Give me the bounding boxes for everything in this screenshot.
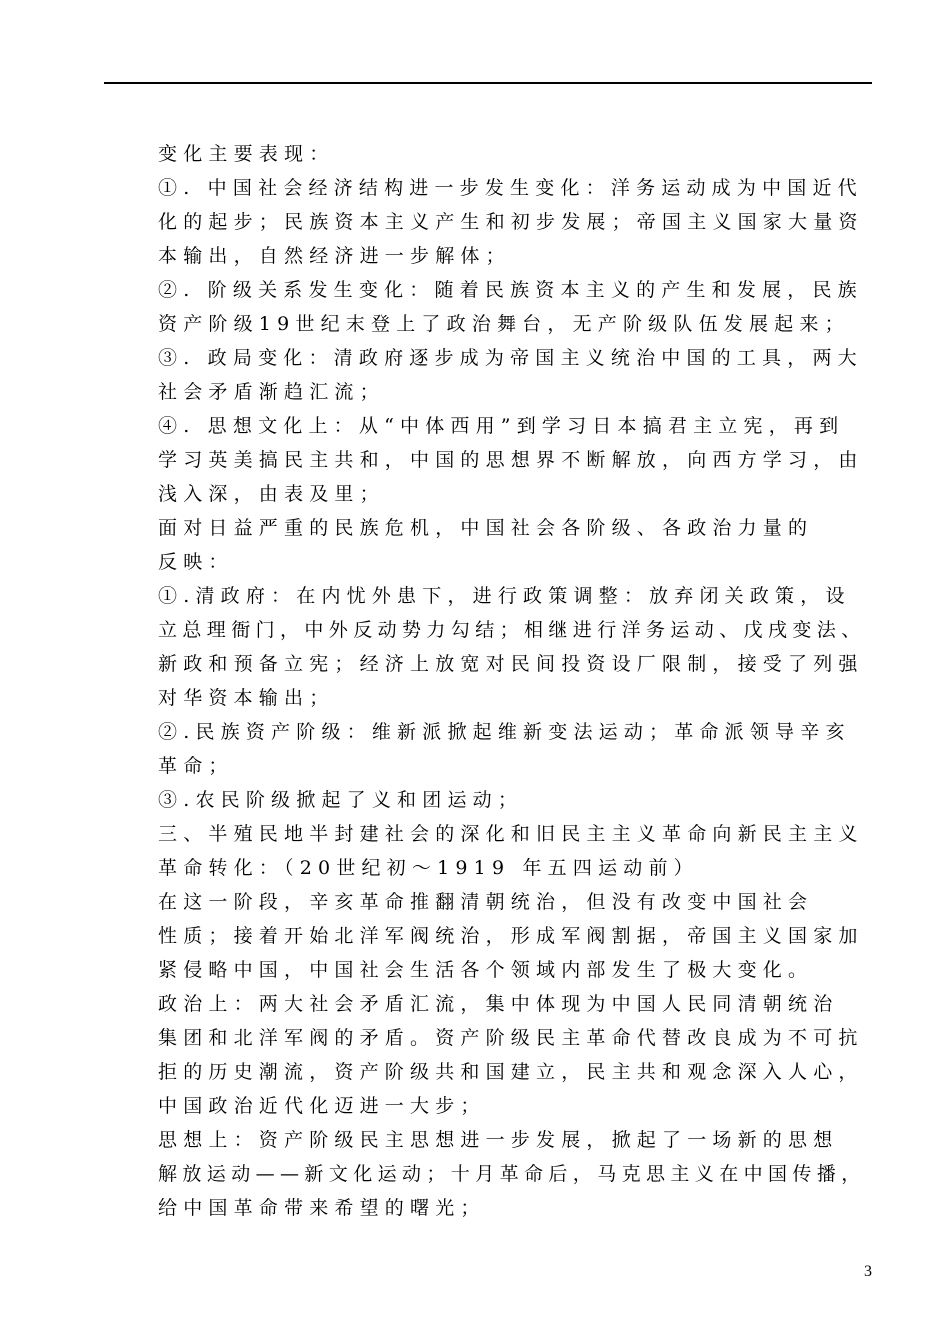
text-line: 紧侵略中国，中国社会生活各个领域内部发生了极大变化。: [158, 959, 814, 981]
text-line: 给中国革命带来希望的曙光；: [158, 1197, 486, 1219]
text-line: 拒的历史潮流，资产阶级共和国建立，民主共和观念深入人心，: [158, 1061, 864, 1083]
text-line: ③.农民阶级掀起了义和团运动；: [158, 789, 524, 811]
text-line: 立总理衙门，中外反动势力勾结；相继进行洋务运动、戊戌变法、: [158, 619, 866, 641]
section-heading-line: 革命转化：（20世纪初～1919 年五四运动前）: [158, 857, 699, 879]
text-line: 学习英美搞民主共和，中国的思想界不断解放，向西方学习，由: [158, 449, 864, 471]
text-line: 面对日益严重的民族危机，中国社会各阶级、各政治力量的: [158, 517, 814, 539]
text-line: 对华资本输出；: [158, 687, 335, 709]
header-rule: [104, 82, 872, 84]
text-line: 反映：: [158, 551, 234, 573]
text-line: 解放运动——新文化运动；十月革命后，马克思主义在中国传播，: [158, 1163, 866, 1185]
page-number: 3: [864, 1263, 872, 1280]
text-line: 革命；: [158, 755, 234, 777]
text-line: ④. 思想文化上：从“中体西用”到学习日本搞君主立宪，再到: [158, 415, 845, 437]
text-line: 浅入深，由表及里；: [158, 483, 385, 505]
text-line: 化的起步；民族资本主义产生和初步发展；帝国主义国家大量资: [158, 211, 864, 233]
text-line: 集团和北洋军阀的矛盾。资产阶级民主革命代替改良成为不可抗: [158, 1027, 864, 1049]
section-heading-line: 三、半殖民地半封建社会的深化和旧民主主义革命向新民主主义: [158, 823, 864, 845]
text-line: ②. 阶级关系发生变化：随着民族资本主义的产生和发展，民族: [158, 279, 863, 301]
text-line: ①. 中国社会经济结构进一步发生变化：洋务运动成为中国近代: [158, 177, 863, 199]
text-line: 资产阶级19世纪末登上了政治舞台，无产阶级队伍发展起来；: [158, 313, 850, 335]
text-line: 中国政治近代化迈进一大步；: [158, 1095, 486, 1117]
text-line: 社会矛盾渐趋汇流；: [158, 381, 385, 403]
text-line: 性质；接着开始北洋军阀统治，形成军阀割据，帝国主义国家加: [158, 925, 864, 947]
text-line: ②.民族资产阶级：维新派掀起维新变法运动；革命派领导辛亥: [158, 721, 851, 743]
text-line: ①.清政府：在内忧外患下，进行政策调整：放弃闭关政策，设: [158, 585, 851, 607]
text-line: 思想上：资产阶级民主思想进一步发展，掀起了一场新的思想: [158, 1129, 839, 1151]
text-line: 政治上：两大社会矛盾汇流，集中体现为中国人民同清朝统治: [158, 993, 839, 1015]
text-line: ③. 政局变化：清政府逐步成为帝国主义统治中国的工具，两大: [158, 347, 863, 369]
text-line: 变化主要表现：: [158, 143, 335, 165]
text-line: 在这一阶段，辛亥革命推翻清朝统治，但没有改变中国社会: [158, 891, 814, 913]
text-line: 本输出，自然经济进一步解体；: [158, 245, 511, 267]
text-line: 新政和预备立宪；经济上放宽对民间投资设厂限制，接受了列强: [158, 653, 864, 675]
